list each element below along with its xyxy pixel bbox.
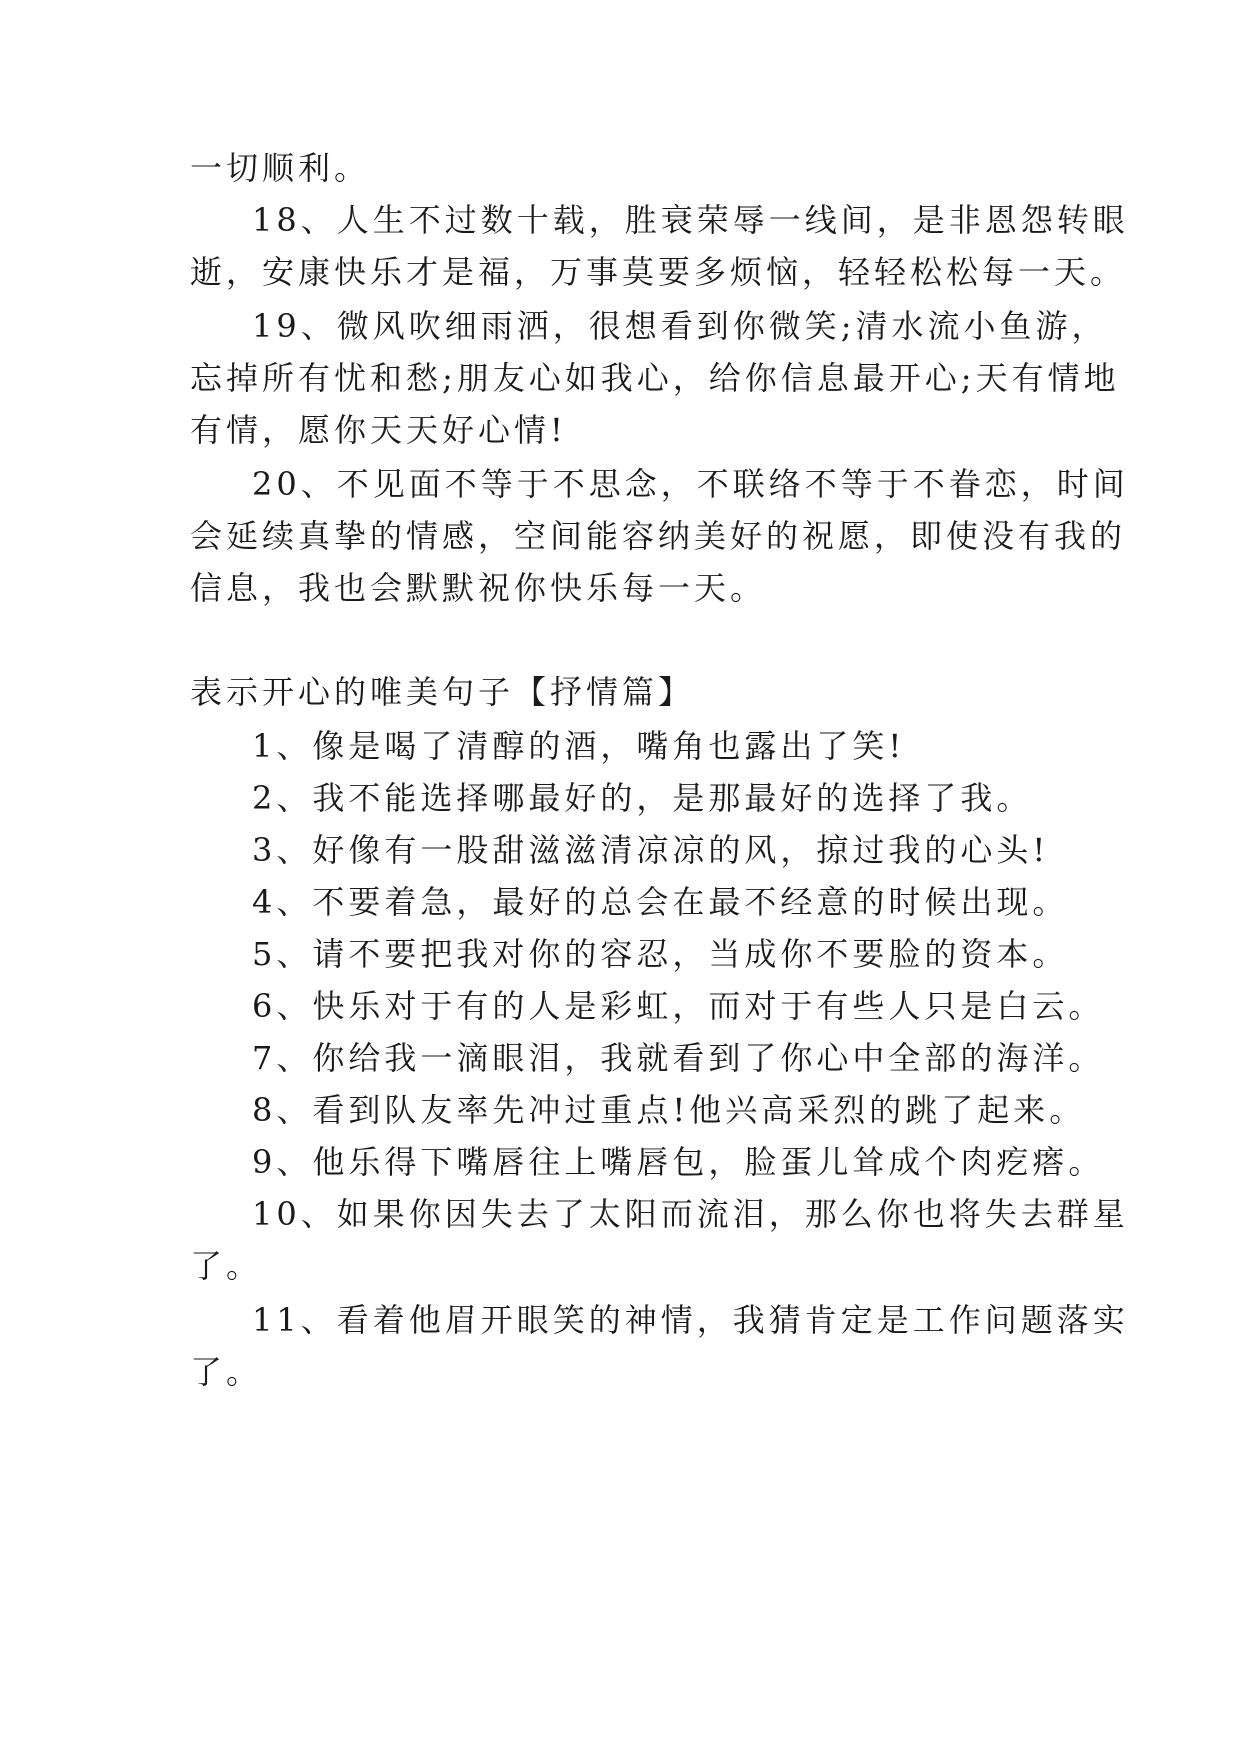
list-item-11-line-1: 11、看着他眉开眼笑的神情，我猜肯定是工作问题落实	[252, 1301, 1129, 1339]
item-19-line-3: 有情，愿你天天好心情!	[190, 411, 567, 449]
list-item-10-line-1: 10、如果你因失去了太阳而流泪，那么你也将失去群星	[252, 1195, 1129, 1233]
item-19-line-1: 19、微风吹细雨洒，很想看到你微笑;清水流小鱼游，	[252, 307, 1108, 345]
list-item-10-line-2: 了。	[190, 1247, 263, 1285]
list-item-7: 7、你给我一滴眼泪，我就看到了你心中全部的海洋。	[252, 1039, 1105, 1077]
list-item-8: 8、看到队友率先冲过重点!他兴高采烈的跳了起来。	[252, 1091, 1086, 1129]
intro-tail: 一切顺利。	[190, 149, 371, 187]
list-item-9: 9、他乐得下嘴唇往上嘴唇包，脸蛋儿耸成个肉疙瘩。	[252, 1143, 1105, 1181]
item-18-line-2: 逝，安康快乐才是福，万事莫要多烦恼，轻轻松松每一天。	[190, 253, 1127, 291]
list-item-11-line-2: 了。	[190, 1353, 263, 1391]
list-item-5: 5、请不要把我对你的容忍，当成你不要脸的资本。	[252, 935, 1069, 973]
item-20-line-1: 20、不见面不等于不思念，不联络不等于不眷恋，时间	[252, 465, 1129, 503]
list-item-4: 4、不要着急，最好的总会在最不经意的时候出现。	[252, 883, 1069, 921]
item-20-line-3: 信息，我也会默默祝你快乐每一天。	[190, 569, 767, 607]
item-19-line-2: 忘掉所有忧和愁;朋友心如我心，给你信息最开心;天有情地	[190, 359, 1120, 397]
item-20-line-2: 会延续真挚的情感，空间能容纳美好的祝愿，即使没有我的	[190, 517, 1127, 555]
item-18-line-1: 18、人生不过数十载，胜衰荣辱一线间，是非恩怨转眼	[252, 201, 1129, 239]
section-title: 表示开心的唯美句子【抒情篇】	[190, 673, 695, 711]
list-item-6: 6、快乐对于有的人是彩虹，而对于有些人只是白云。	[252, 987, 1105, 1025]
list-item-3: 3、好像有一股甜滋滋清凉凉的风，掠过我的心头!	[252, 831, 1050, 869]
list-item-1: 1、像是喝了清醇的酒，嘴角也露出了笑!	[252, 727, 906, 765]
list-item-2: 2、我不能选择哪最好的，是那最好的选择了我。	[252, 779, 1033, 817]
